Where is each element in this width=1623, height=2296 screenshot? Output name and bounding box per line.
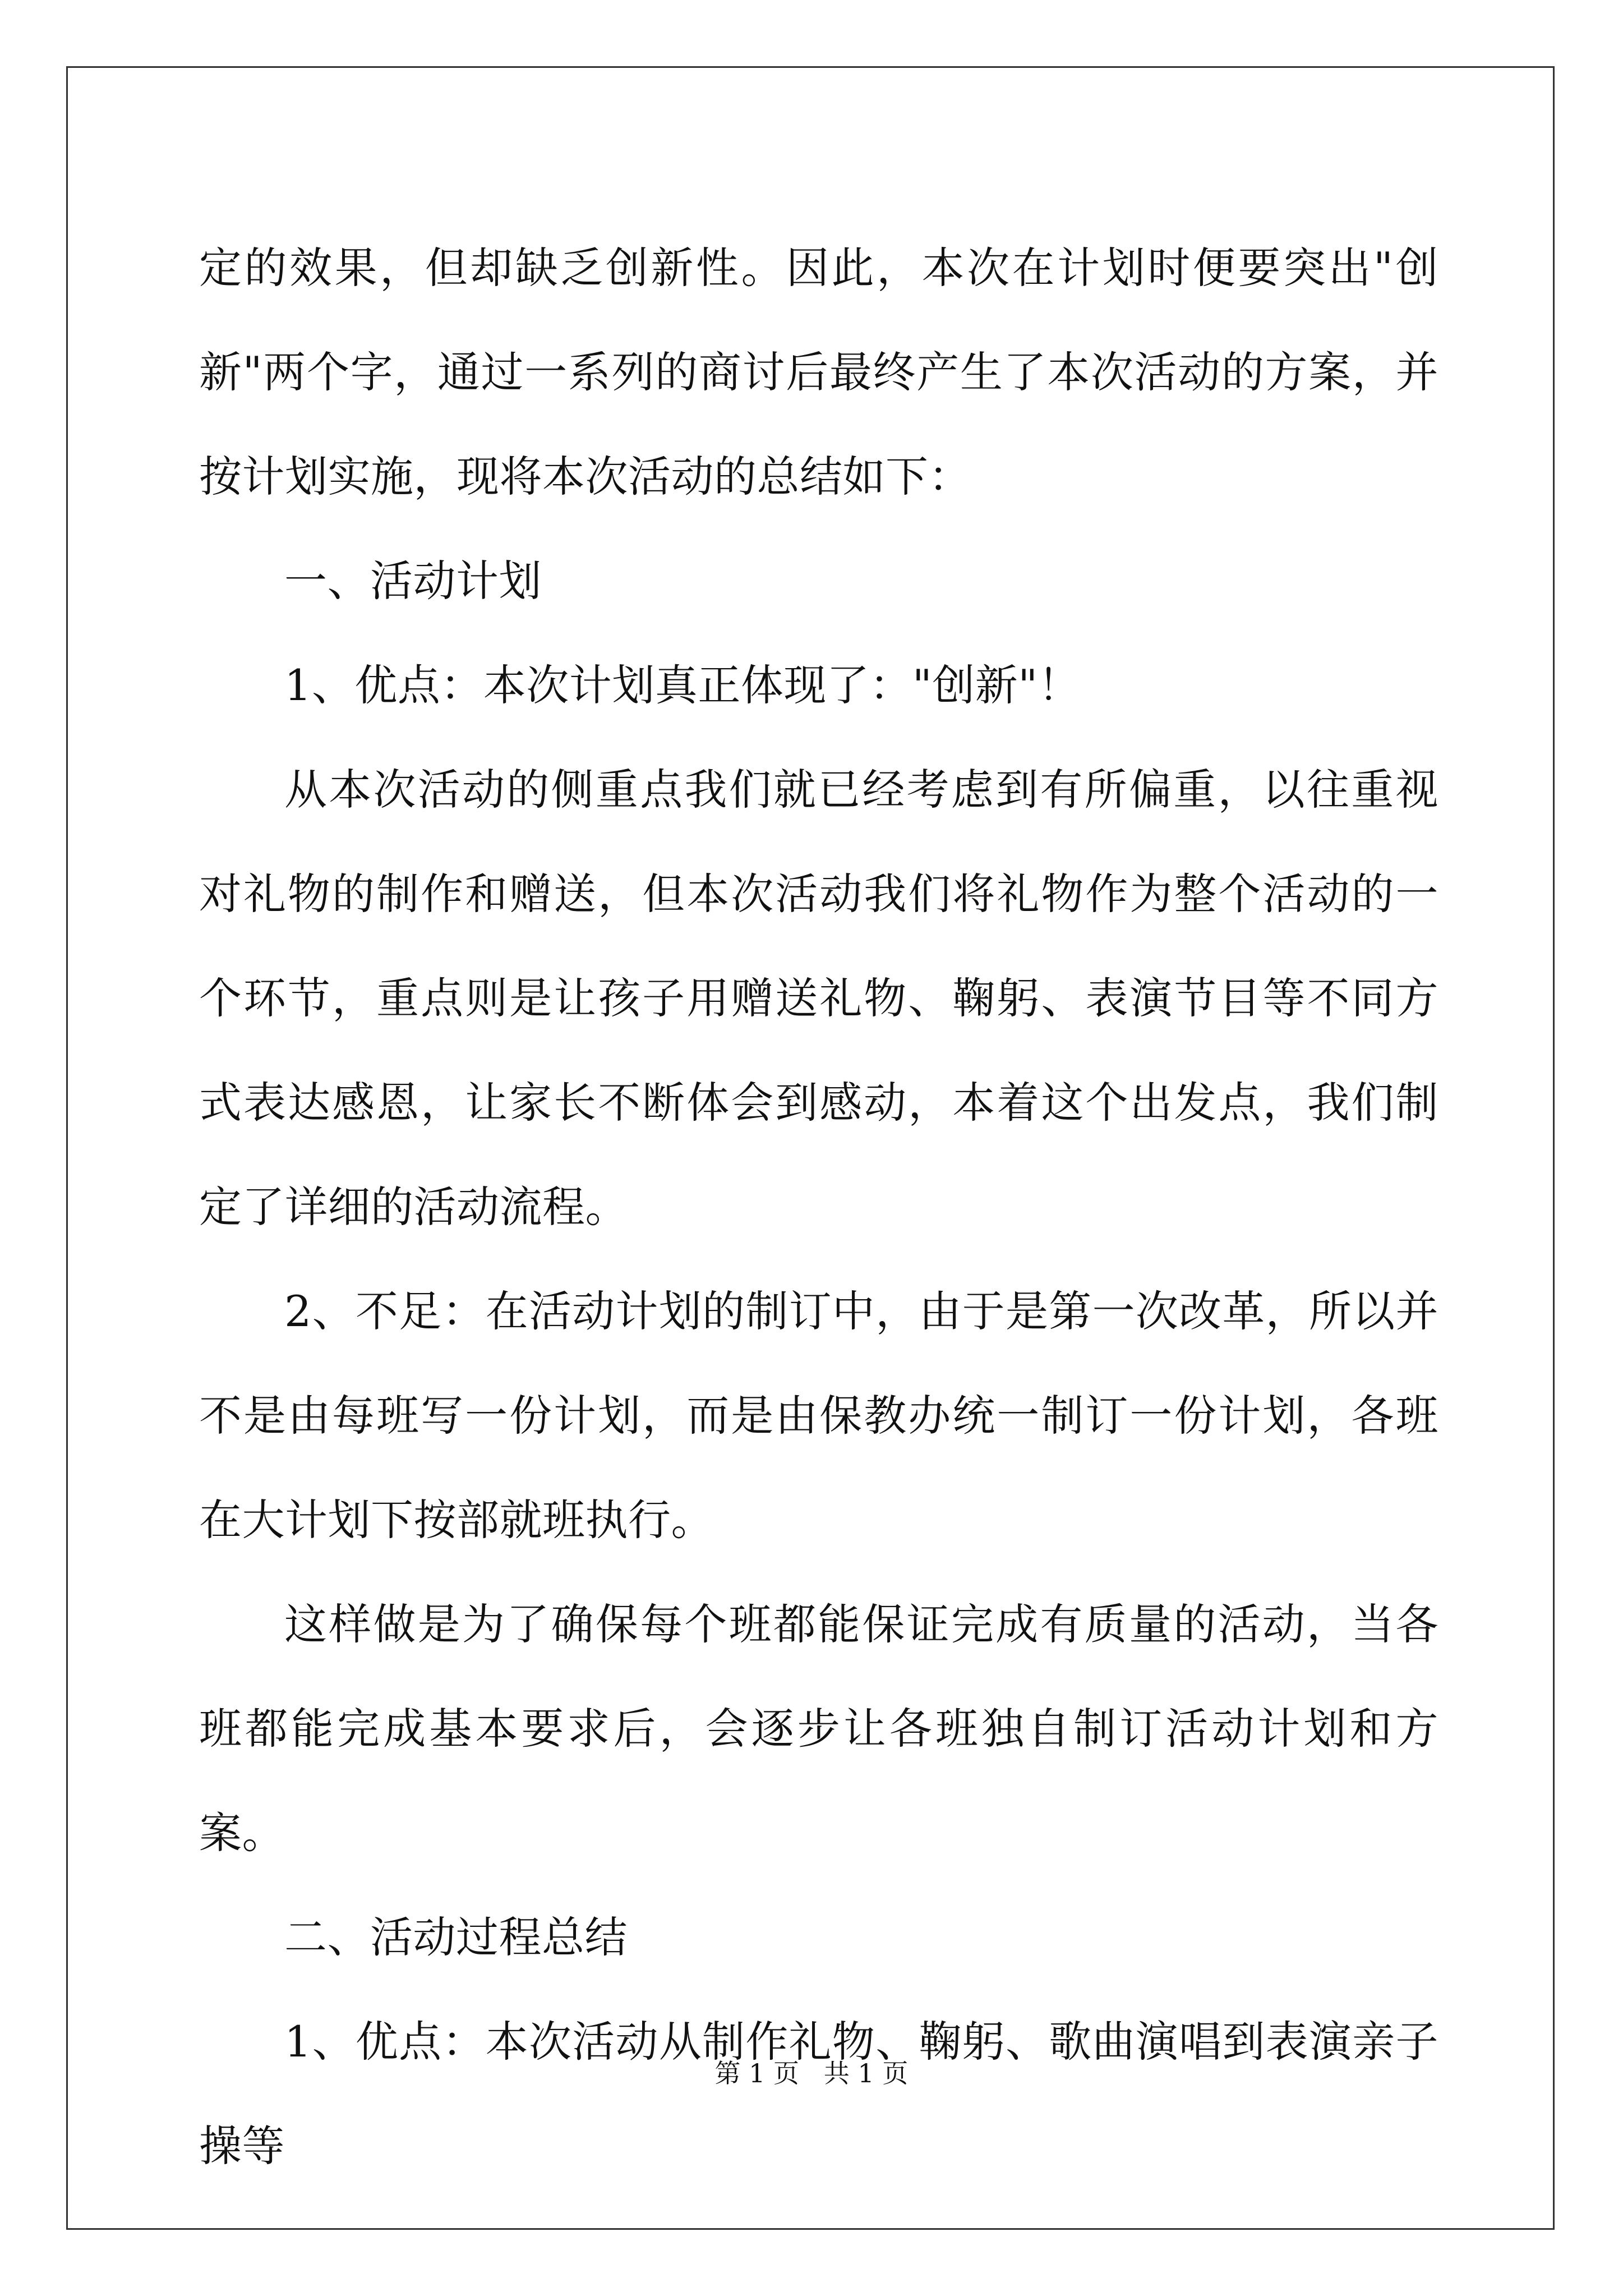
page-footer: 第 1 页 共 1 页 [714, 2058, 909, 2088]
paragraph-plan-reason: 这样做是为了确保每个班都能保证完成有质量的活动，当各班都能完成基本要求后，会逐步让各班独自制订活动计划和方案。 [199, 1599, 1438, 1858]
paragraph-plan-advantage: 1、优点：本次计划真正体现了："创新"！ [284, 660, 1081, 710]
heading-process-summary: 二、活动过程总结 [284, 1912, 628, 1962]
heading-activity-plan: 一、活动计划 [284, 556, 542, 606]
paragraph-plan-shortcoming: 2、不足：在活动计划的制订中，由于是第一次改革，所以并不是由每班写一份计划，而是由保教办统一制订一份计划，各班在大计划下按部就班执行。 [199, 1286, 1438, 1545]
paragraph-process-advantage: 1、优点：本次活动从制作礼物、鞠躬、歌曲演唱到表演亲子操等 [199, 2017, 1438, 2171]
document-body [199, 216, 1438, 2198]
paragraph-1: 定的效果，但却缺乏创新性。因此，本次在计划时便要突出"创新"两个字，通过一系列的商讨后最终产生了本次活动的方案，并按计划实施，现将本次活动的总结如下： [199, 243, 1438, 501]
paragraph-plan-focus: 从本次活动的侧重点我们就已经考虑到有所偏重，以往重视对礼物的制作和赠送，但本次活动我们将礼物作为整个活动的一个环节，重点则是让孩子用赠送礼物、鞠躬、表演节目等不同方式表达感恩，让家长不断体会到感动，本着这个出发点，我们制定了详细的活动流程。 [199, 765, 1438, 1232]
